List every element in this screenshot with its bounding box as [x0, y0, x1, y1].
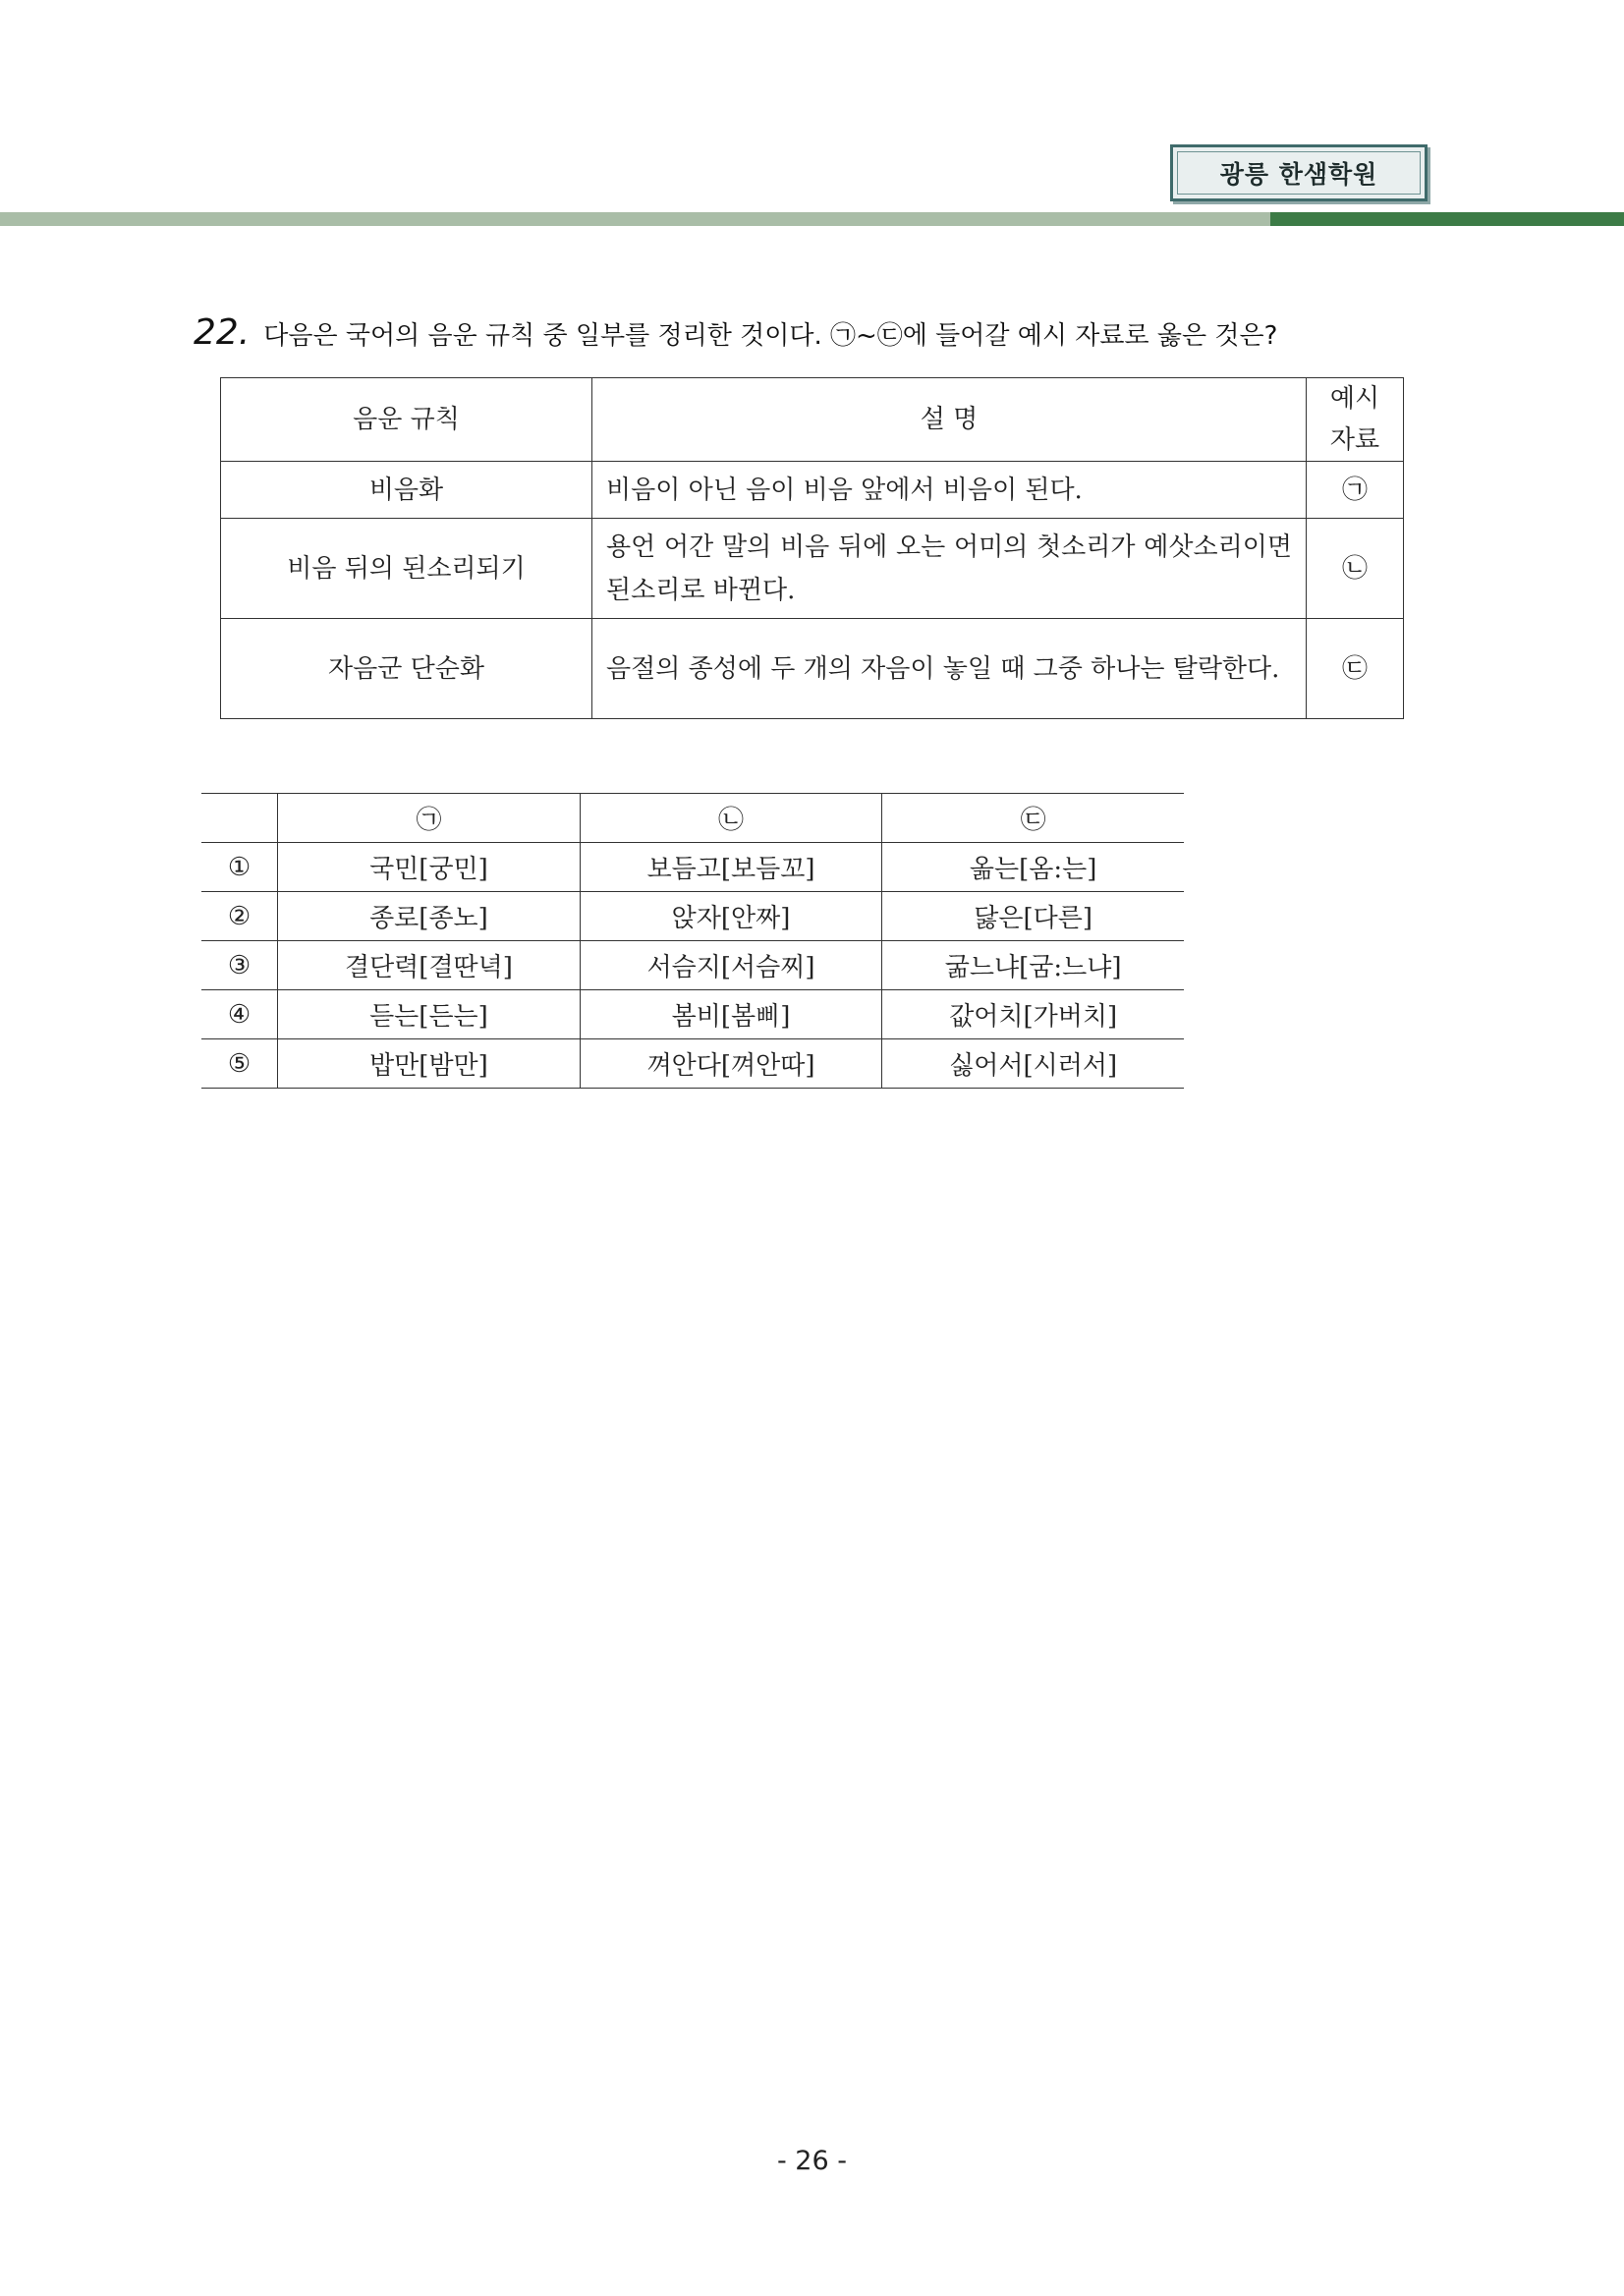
choice-number: ② [201, 892, 278, 941]
phonology-rules-table [220, 377, 1404, 719]
choice-cell: 종로[종노] [278, 892, 581, 941]
rule-example-mark: ㉡ [1307, 519, 1404, 619]
rule-name: 자음군 단순화 [221, 619, 592, 719]
rules-header-row [221, 378, 1404, 462]
choice-cell: 보듬고[보듬꼬] [580, 843, 882, 892]
choice-cell: 싫어서[시러서] [882, 1039, 1184, 1089]
badge-inner-border [1177, 151, 1421, 195]
choice-cell: 앉자[안짜] [580, 892, 882, 941]
table-row [201, 892, 1184, 941]
choice-number: ⑤ [201, 1039, 278, 1089]
question-text: 다음은 국어의 음운 규칙 중 일부를 정리한 것이다. ㉠~㉢에 들어갈 예시 자료로 옳은 것은? [263, 321, 1278, 351]
table-row [201, 843, 1184, 892]
choice-cell: 듣는[든는] [278, 990, 581, 1039]
answers-header-col3: ㉢ [882, 794, 1184, 843]
rules-header-rule: 음운 규칙 [221, 378, 592, 462]
choice-cell: 굶느냐[굼:느냐] [882, 941, 1184, 990]
table-row [201, 941, 1184, 990]
choice-cell: 옮는[옴:는] [882, 843, 1184, 892]
table-row [221, 462, 1404, 519]
choice-cell: 국민[궁민] [278, 843, 581, 892]
choice-cell: 밥만[밤만] [278, 1039, 581, 1089]
choice-number: ① [201, 843, 278, 892]
rules-header-desc: 설 명 [592, 378, 1307, 462]
choice-cell: 봄비[봄삐] [580, 990, 882, 1039]
question [194, 312, 1471, 356]
answers-header-col2: ㉡ [580, 794, 882, 843]
academy-name: 광릉 한샘학원 [1219, 160, 1378, 189]
rule-description: 음절의 종성에 두 개의 자음이 놓일 때 그중 하나는 탈락한다. [592, 619, 1307, 719]
rule-example-mark: ㉠ [1307, 462, 1404, 519]
rule-example-mark: ㉢ [1307, 619, 1404, 719]
choice-cell: 닳은[다른] [882, 892, 1184, 941]
header-bar-light [0, 212, 1270, 226]
rule-description: 비음이 아닌 음이 비음 앞에서 비음이 된다. [592, 462, 1307, 519]
table-row [201, 1039, 1184, 1089]
rule-description: 용언 어간 말의 비음 뒤에 오는 어미의 첫소리가 예삿소리이면 된소리로 바뀐다. [592, 519, 1307, 619]
choice-number: ③ [201, 941, 278, 990]
table-row [221, 519, 1404, 619]
answers-header-row [201, 794, 1184, 843]
rule-name: 비음화 [221, 462, 592, 519]
rules-header-example: 예시 자료 [1307, 378, 1404, 462]
header-bar-dark [1270, 212, 1624, 226]
choice-number: ④ [201, 990, 278, 1039]
academy-badge [1170, 144, 1428, 201]
question-number: 22. [194, 312, 251, 353]
table-row [221, 619, 1404, 719]
table-row [201, 990, 1184, 1039]
choice-cell: 서슴지[서슴찌] [580, 941, 882, 990]
choice-cell: 껴안다[껴안따] [580, 1039, 882, 1089]
answers-header-col1: ㉠ [278, 794, 581, 843]
choice-cell: 값어치[가버치] [882, 990, 1184, 1039]
rule-name: 비음 뒤의 된소리되기 [221, 519, 592, 619]
answer-choices-table [201, 793, 1184, 1089]
choice-cell: 결단력[결딴녁] [278, 941, 581, 990]
page-number: - 26 - [776, 2146, 847, 2176]
answers-header-blank [201, 794, 278, 843]
